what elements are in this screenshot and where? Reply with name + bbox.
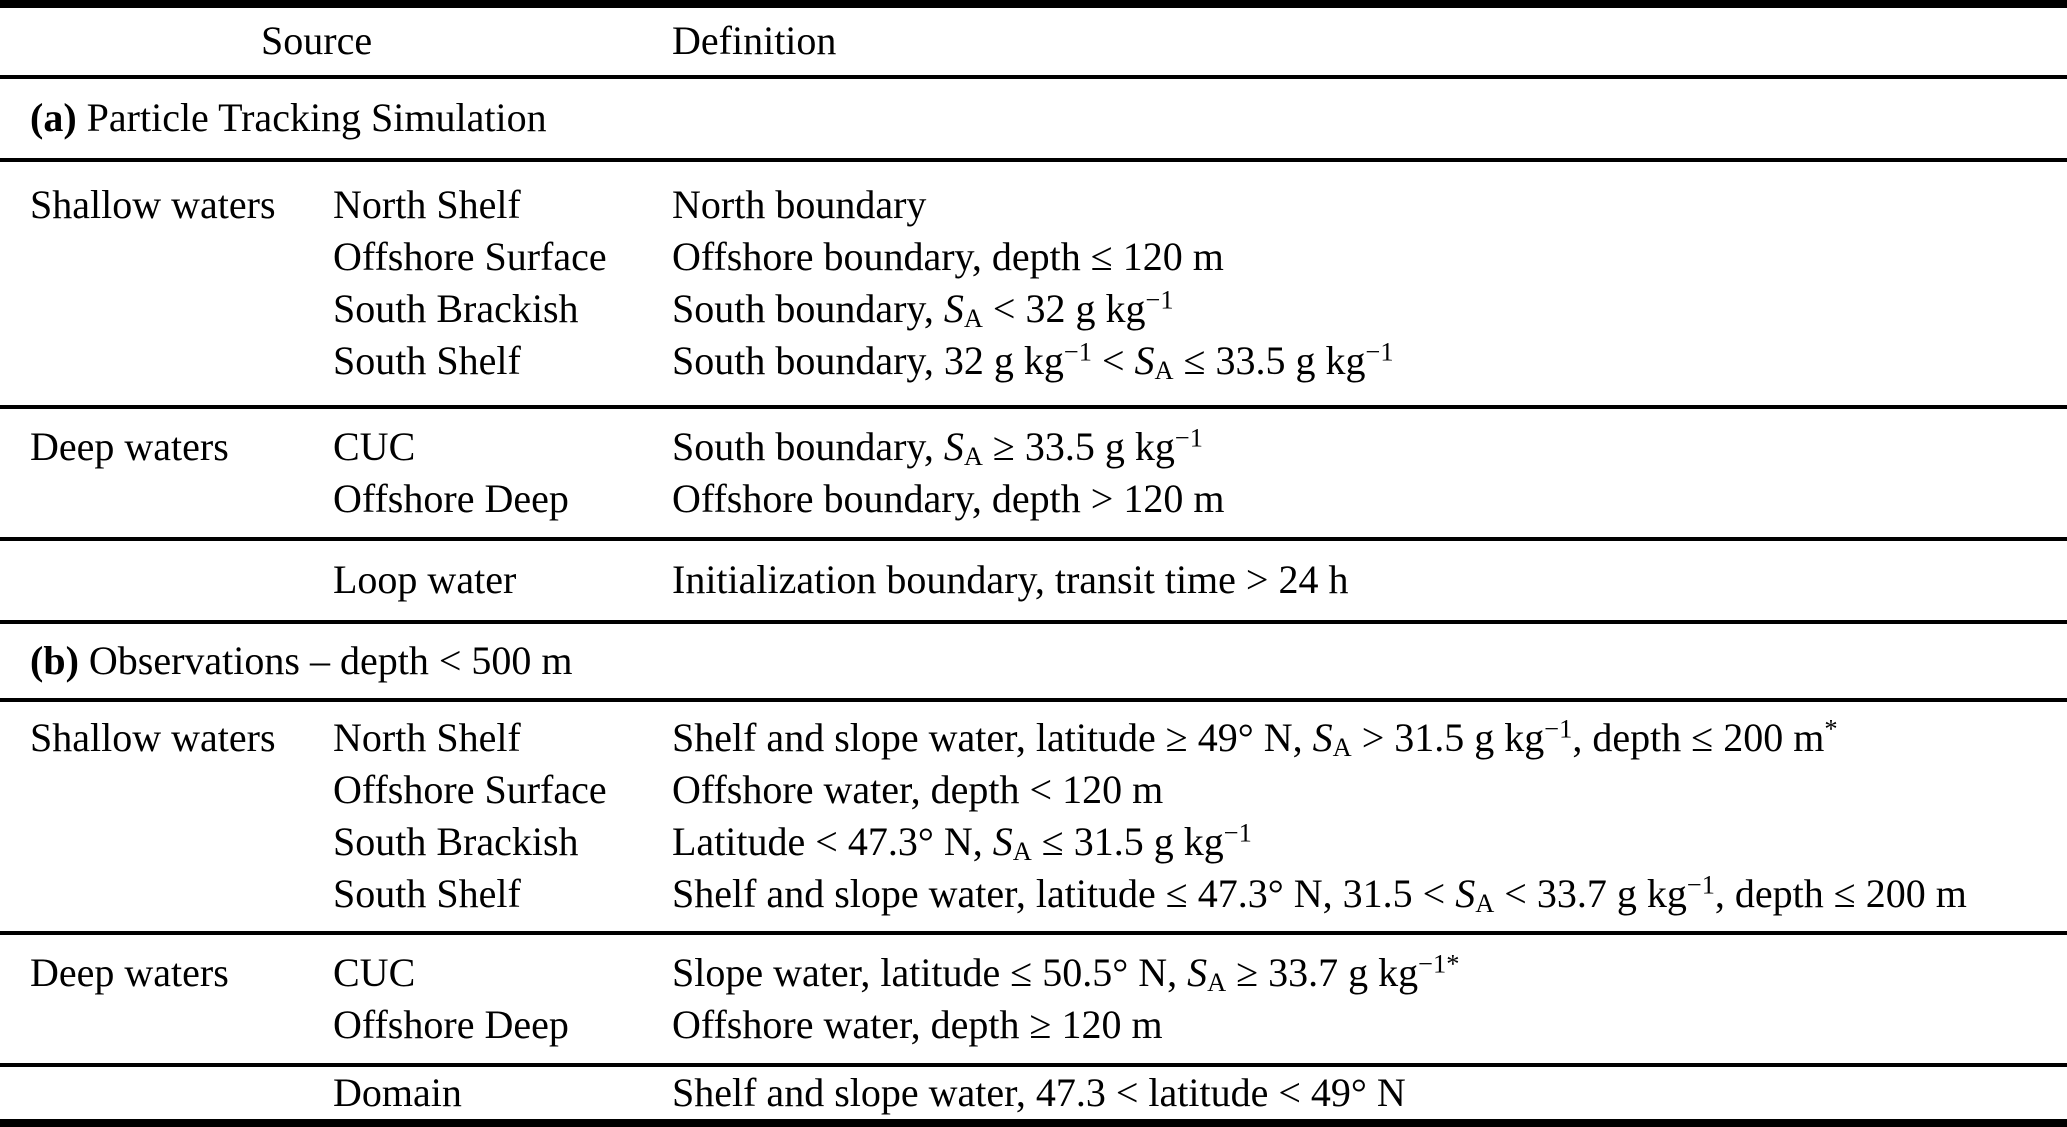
source-label: Domain — [333, 1070, 462, 1115]
header-source-label: Source — [261, 18, 373, 63]
source-label: South Shelf — [333, 338, 521, 383]
definition-text: Offshore boundary, depth > 120 m — [672, 476, 1225, 521]
section-a-title: (a) Particle Tracking Simulation — [30, 95, 547, 140]
top-rule — [0, 0, 2067, 8]
section-b-row — [0, 624, 2067, 698]
definition-column — [672, 421, 2067, 525]
definition-text: Offshore water, depth < 120 m — [672, 767, 1164, 812]
group-row-deep-waters-b — [0, 935, 2067, 1063]
definition-text: South boundary, 32 g $kg^{-1}$ < SA ≤ 33.5 g $kg^{-1}$ — [672, 336, 1394, 385]
definition-text: Shelf and slope water, latitude ≥ 49° N, SA > 31.5 g $kg^{-1}$, depth ≤ 200 m* — [672, 713, 1838, 762]
source-column — [333, 947, 672, 1051]
source-column — [333, 1067, 672, 1119]
source-column — [333, 554, 672, 606]
category-label: Shallow waters — [30, 715, 276, 760]
source-label: CUC — [333, 424, 416, 469]
definition-text: Shelf and slope water, latitude ≤ 47.3° N, 31.5 < SA < 33.7 g $kg^{-1}$, depth ≤ 200 m — [672, 869, 1967, 918]
definition-text: South boundary, SA < 32 g $kg^{-1}$ — [672, 284, 1174, 333]
source-label: Offshore Surface — [333, 234, 607, 279]
source-label: Offshore Deep — [333, 1002, 569, 1047]
section-b-title: (b) Observations – depth < 500 m — [30, 638, 573, 683]
source-column — [333, 179, 672, 387]
definition-text: Shelf and slope water, 47.3 < latitude < 49° N — [672, 1070, 1406, 1115]
category-label: Deep waters — [30, 950, 229, 995]
group-row-shallow-waters-a — [0, 162, 2067, 405]
source-label: Offshore Surface — [333, 767, 607, 812]
source-label: North Shelf — [333, 182, 521, 227]
category-label: Deep waters — [30, 424, 229, 469]
definition-column — [672, 712, 2067, 920]
source-label: Loop water — [333, 557, 517, 602]
definition-text: North boundary — [672, 182, 927, 227]
definition-text: South boundary, SA ≥ 33.5 g $kg^{-1}$ — [672, 422, 1203, 471]
source-label: CUC — [333, 950, 416, 995]
group-row-shallow-waters-b — [0, 702, 2067, 931]
definition-text: Offshore boundary, depth ≤ 120 m — [672, 234, 1224, 279]
source-label: South Brackish — [333, 286, 579, 331]
source-column — [333, 712, 672, 920]
definition-column — [672, 947, 2067, 1051]
bottom-rule — [0, 1119, 2067, 1127]
category-label: Shallow waters — [30, 182, 276, 227]
section-a-row — [0, 79, 2067, 158]
group-row-deep-waters-a — [0, 409, 2067, 537]
source-column — [333, 421, 672, 525]
definition-text: Initialization boundary, transit time > 24 h — [672, 557, 1349, 602]
source-label: South Brackish — [333, 819, 579, 864]
group-row-loop-water — [0, 541, 2067, 620]
definition-text: Slope water, latitude ≤ 50.5° N, SA ≥ 33.7 g $kg^{-1*}$ — [672, 948, 1460, 997]
source-label: South Shelf — [333, 871, 521, 916]
definition-text: Latitude < 47.3° N, SA ≤ 31.5 g $kg^{-1}$ — [672, 817, 1252, 866]
source-label: North Shelf — [333, 715, 521, 760]
definition-text: Offshore water, depth ≥ 120 m — [672, 1002, 1163, 1047]
definition-column — [672, 554, 2067, 606]
header-definition-label: Definition — [672, 18, 837, 63]
header-spacer — [0, 15, 261, 67]
source-label: Offshore Deep — [333, 476, 569, 521]
definition-column — [672, 179, 2067, 387]
table-header-row — [0, 8, 2067, 75]
group-row-domain — [0, 1067, 2067, 1119]
definition-column — [672, 1067, 2067, 1119]
